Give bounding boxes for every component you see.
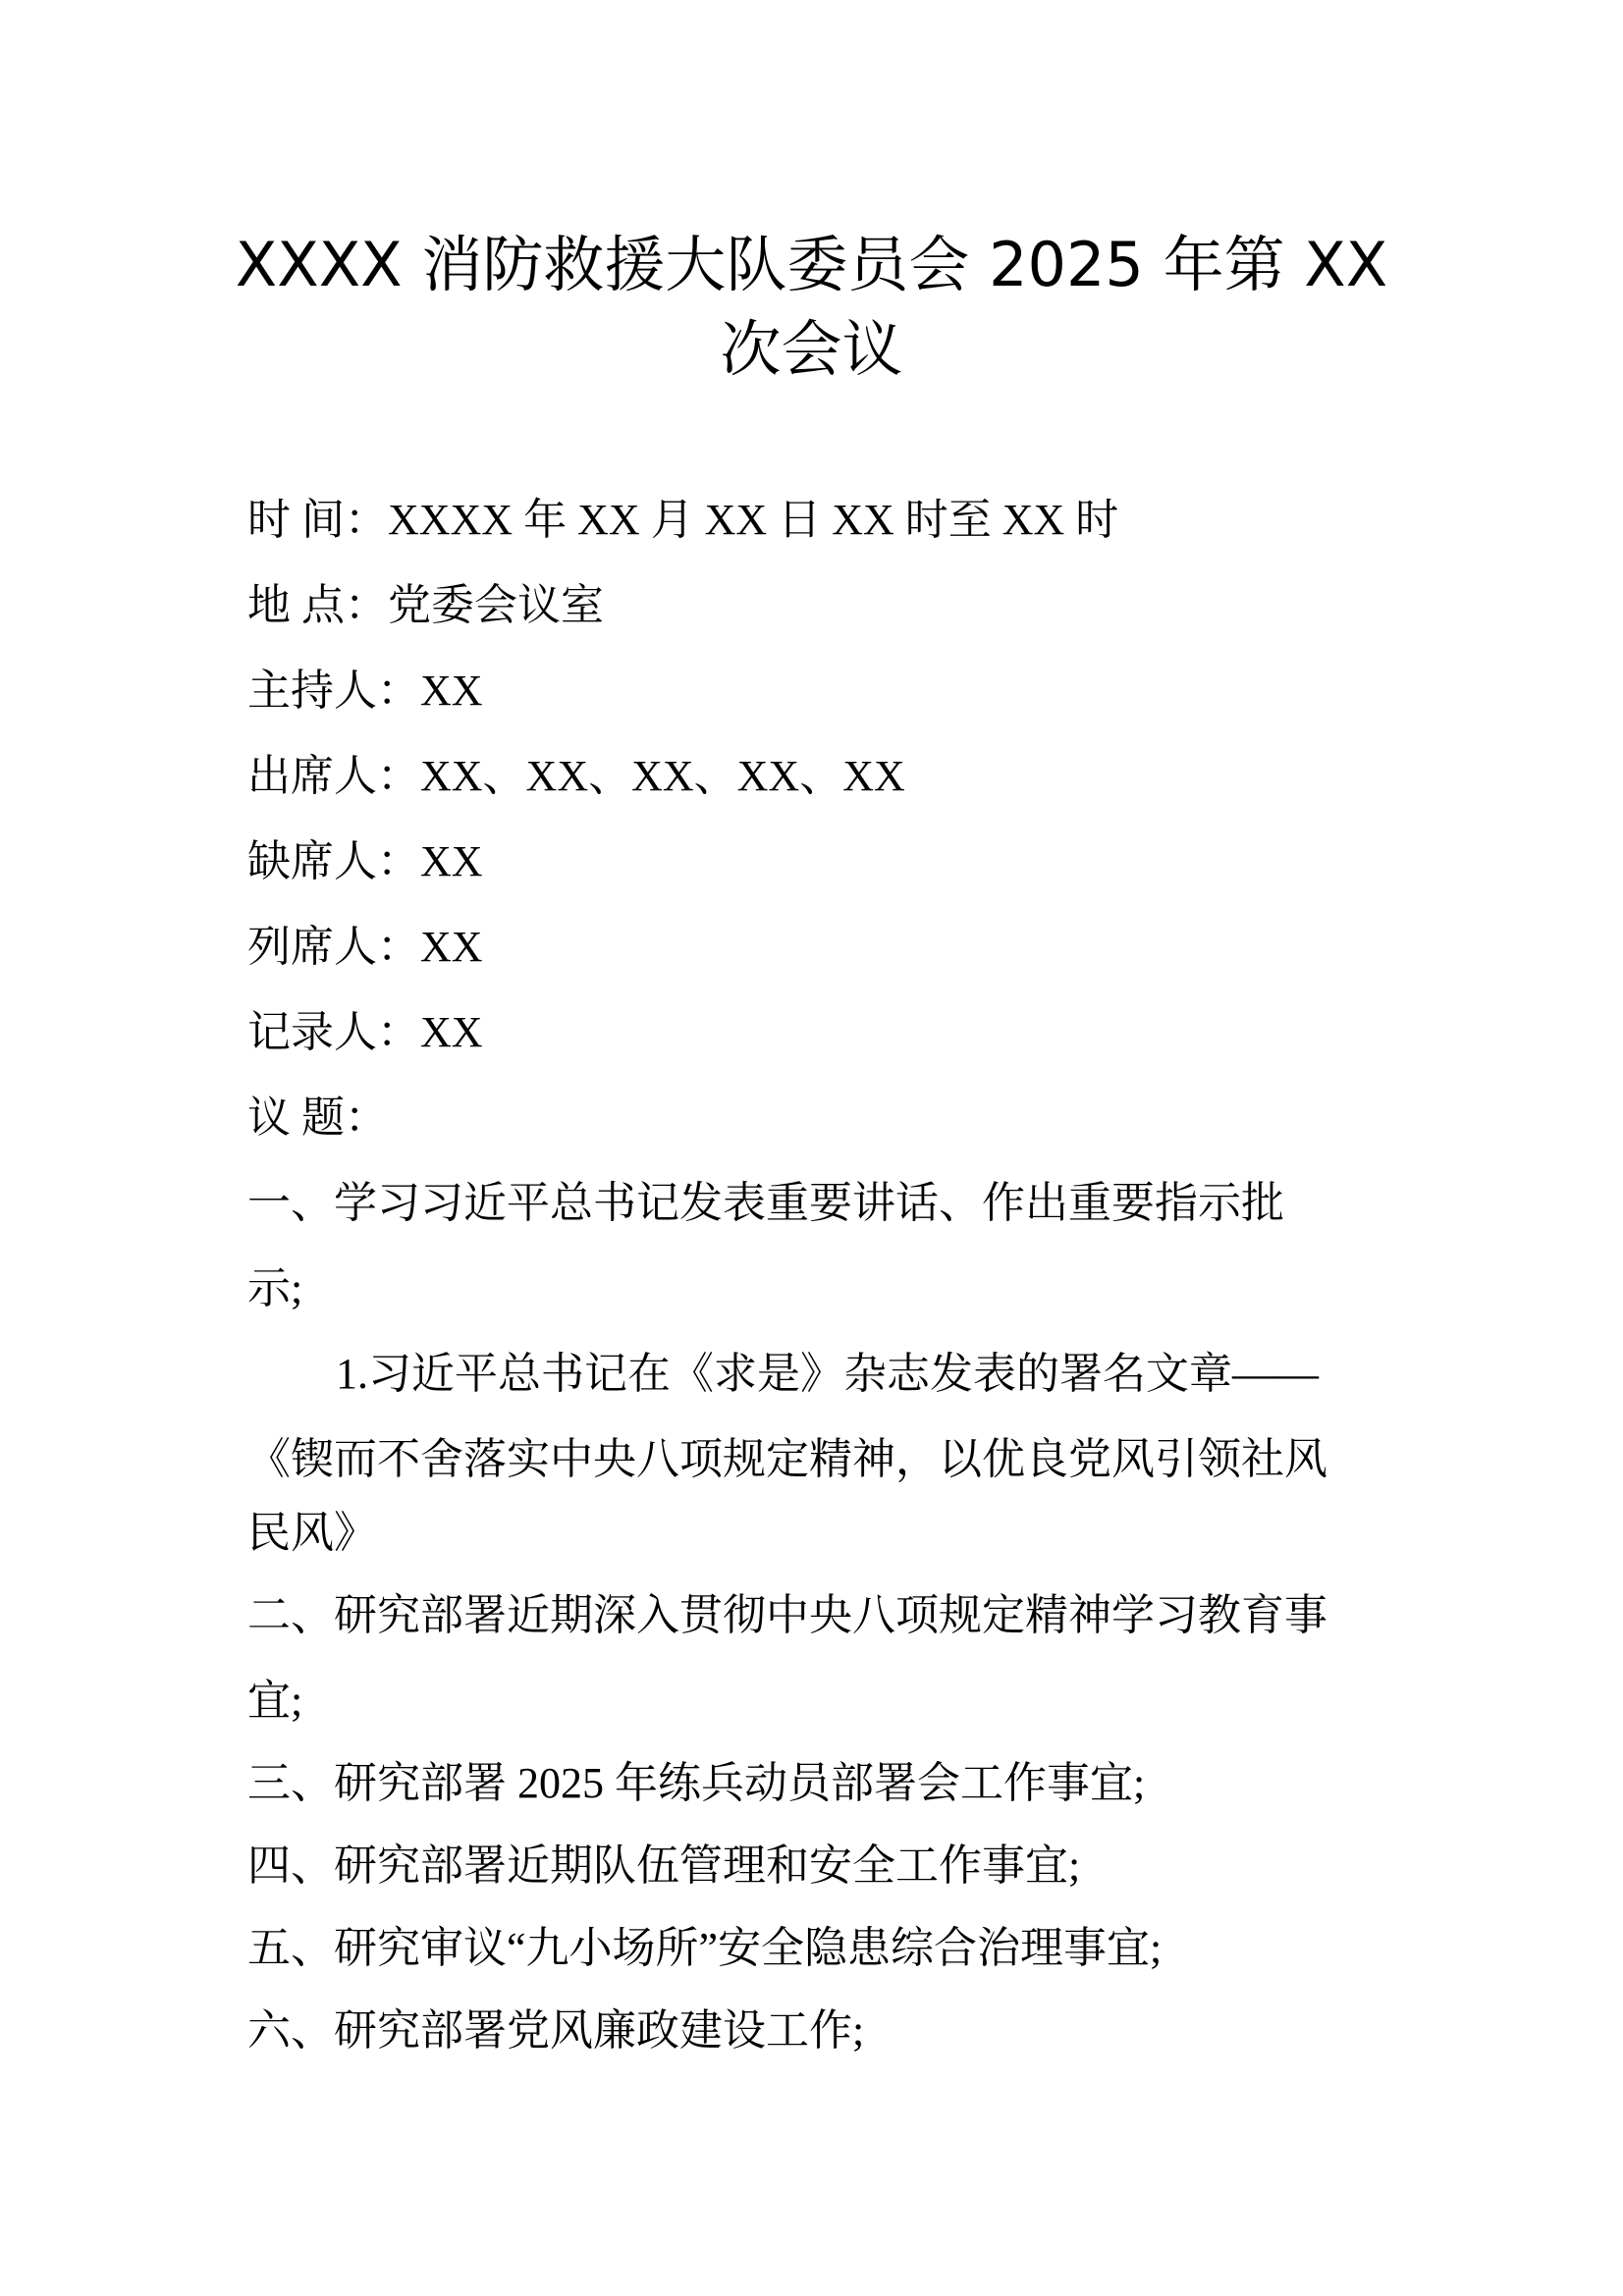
text-line: 主持人：XX: [247, 667, 483, 715]
text-line: 民风》: [247, 1509, 377, 1557]
text-line: 列席人：XX: [247, 923, 483, 971]
text-line: 三、研究部署 2025 年练兵动员部署会工作事宜;: [247, 1759, 1146, 1807]
text-line: 出席人：XX、XX、XX、XX、XX: [247, 752, 905, 800]
text-line: 缺席人：XX: [247, 837, 483, 885]
text-line: 地 点：党委会议室: [247, 581, 604, 629]
text-line: 二、研究部署近期深入贯彻中央八项规定精神学习教育事: [247, 1591, 1327, 1639]
text-line: 六、研究部署党风廉政建设工作;: [247, 2006, 865, 2055]
text-line: 记录人：XX: [247, 1008, 483, 1056]
text-line: 五、研究审议“九小场所”安全隐患综合治理事宜;: [247, 1924, 1163, 1972]
text-line: 议 题：: [247, 1094, 388, 1142]
title-line-2: 次会议: [720, 313, 903, 385]
title-line-1: XXXX 消防救援大队委员会 2025 年第 XX: [235, 229, 1388, 300]
text-line: 示;: [247, 1264, 303, 1312]
text-line: 一、学习习近平总书记发表重要讲话、作出重要指示批: [247, 1179, 1284, 1227]
text-line: 四、研究部署近期队伍管理和安全工作事宜;: [247, 1842, 1081, 1890]
text-line: 1.习近平总书记在《求是》杂志发表的署名文章——: [336, 1350, 1319, 1398]
text-line: 时 间：XXXX 年 XX 月 XX 日 XX 时至 XX 时: [247, 496, 1119, 544]
text-line: 宜;: [247, 1677, 303, 1725]
text-line: 《锲而不舍落实中央八项规定精神，以优良党风引领社风: [247, 1435, 1327, 1483]
